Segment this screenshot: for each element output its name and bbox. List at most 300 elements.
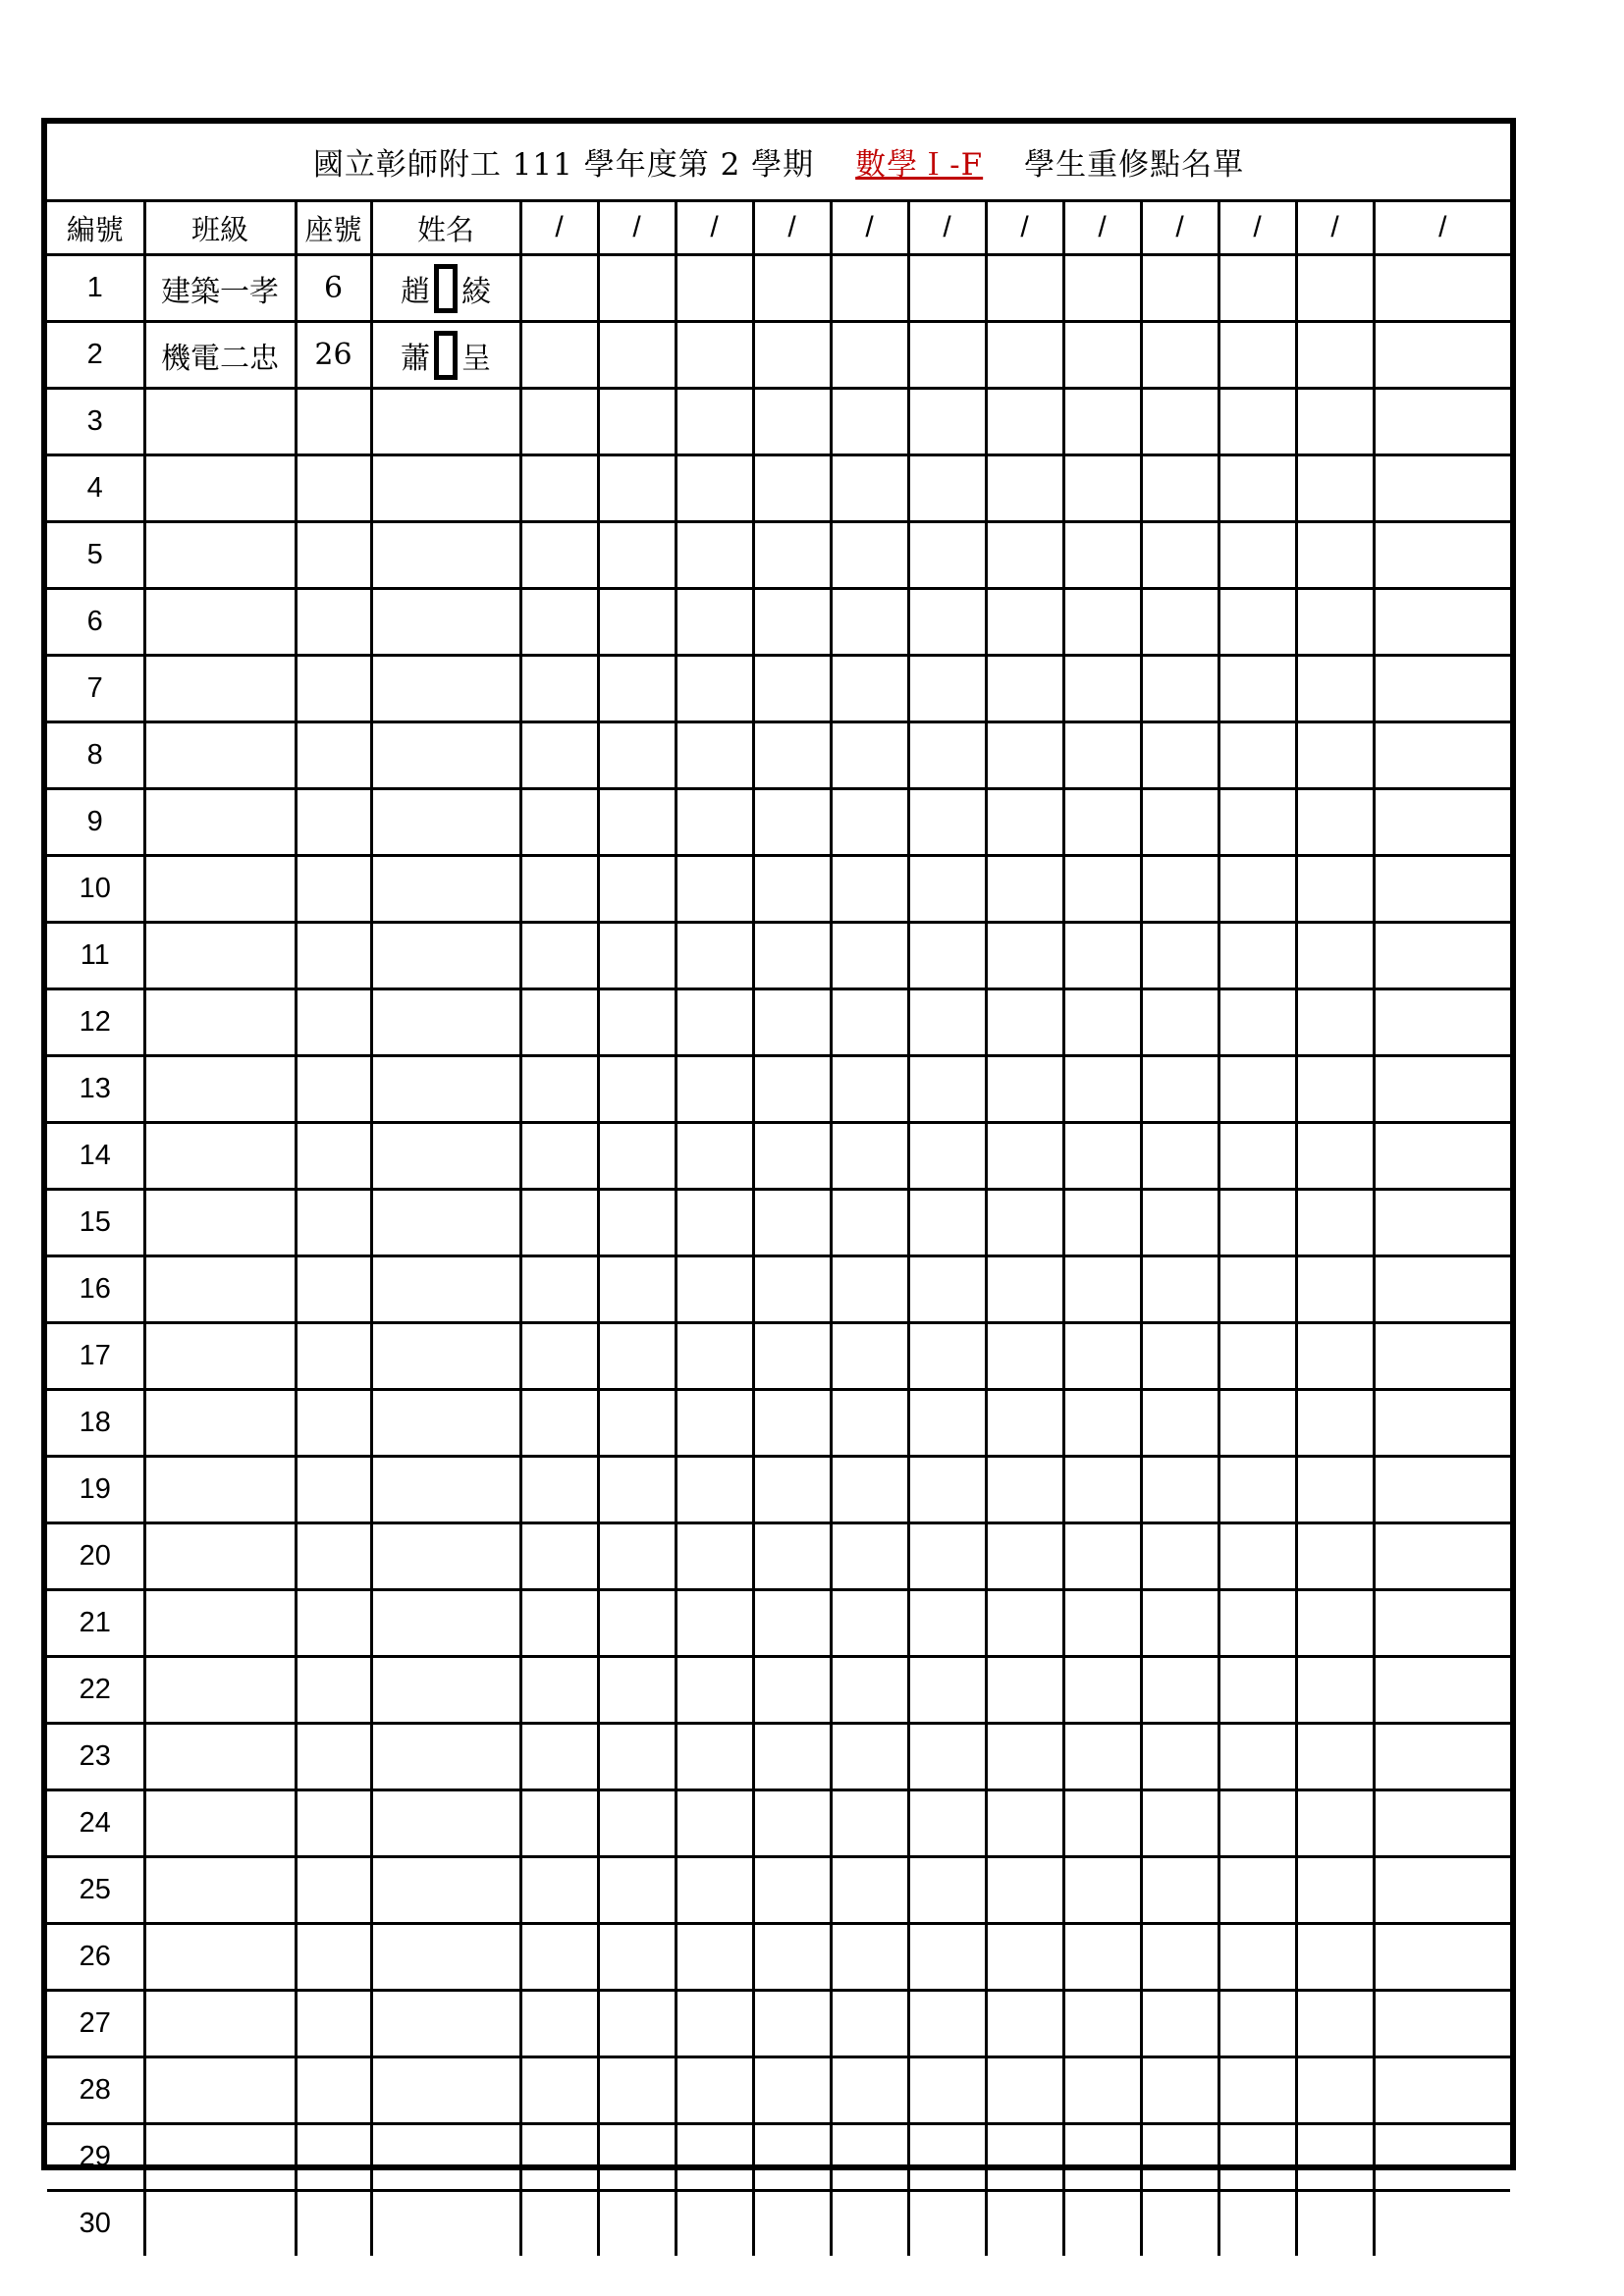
attendance-cell[interactable]: [1296, 1523, 1374, 1590]
attendance-cell[interactable]: [520, 1390, 598, 1457]
attendance-cell[interactable]: [1218, 2057, 1296, 2124]
attendance-cell[interactable]: [1063, 722, 1141, 789]
attendance-cell[interactable]: [831, 1056, 908, 1123]
attendance-cell[interactable]: [1218, 389, 1296, 455]
attendance-cell[interactable]: [831, 2057, 908, 2124]
attendance-cell[interactable]: [831, 1190, 908, 1256]
attendance-cell[interactable]: [831, 1790, 908, 1857]
attendance-cell[interactable]: [1218, 1190, 1296, 1256]
attendance-cell[interactable]: [986, 989, 1063, 1056]
attendance-cell[interactable]: [831, 856, 908, 923]
attendance-cell[interactable]: [753, 2124, 831, 2191]
attendance-cell[interactable]: [986, 1991, 1063, 2057]
attendance-cell[interactable]: [1374, 455, 1510, 522]
attendance-cell[interactable]: [1141, 2124, 1218, 2191]
attendance-cell[interactable]: [1063, 1123, 1141, 1190]
attendance-cell[interactable]: [908, 789, 986, 856]
attendance-cell[interactable]: [1063, 589, 1141, 656]
attendance-cell[interactable]: [1063, 1190, 1141, 1256]
attendance-cell[interactable]: [676, 322, 753, 389]
attendance-cell[interactable]: [1296, 322, 1374, 389]
attendance-cell[interactable]: [598, 1390, 676, 1457]
attendance-cell[interactable]: [676, 1123, 753, 1190]
attendance-cell[interactable]: [1063, 322, 1141, 389]
attendance-cell[interactable]: [1296, 455, 1374, 522]
attendance-cell[interactable]: [1296, 1657, 1374, 1724]
attendance-cell[interactable]: [1374, 1457, 1510, 1523]
attendance-cell[interactable]: [1296, 1256, 1374, 1323]
attendance-cell[interactable]: [908, 1790, 986, 1857]
attendance-cell[interactable]: [1063, 989, 1141, 1056]
attendance-cell[interactable]: [598, 1991, 676, 2057]
attendance-cell[interactable]: [1296, 589, 1374, 656]
attendance-cell[interactable]: [831, 1991, 908, 2057]
attendance-cell[interactable]: [908, 1323, 986, 1390]
attendance-cell[interactable]: [908, 1857, 986, 1924]
attendance-cell[interactable]: [1218, 1256, 1296, 1323]
attendance-cell[interactable]: [908, 2124, 986, 2191]
attendance-cell[interactable]: [1141, 1857, 1218, 1924]
attendance-cell[interactable]: [753, 1457, 831, 1523]
attendance-cell[interactable]: [753, 522, 831, 589]
attendance-cell[interactable]: [831, 1457, 908, 1523]
attendance-cell[interactable]: [1218, 1123, 1296, 1190]
attendance-cell[interactable]: [1296, 1457, 1374, 1523]
attendance-cell[interactable]: [598, 1590, 676, 1657]
attendance-cell[interactable]: [986, 923, 1063, 989]
attendance-cell[interactable]: [1374, 2124, 1510, 2191]
attendance-cell[interactable]: [753, 1123, 831, 1190]
attendance-cell[interactable]: [676, 1056, 753, 1123]
attendance-cell[interactable]: [1374, 589, 1510, 656]
attendance-cell[interactable]: [986, 1523, 1063, 1590]
attendance-cell[interactable]: [676, 589, 753, 656]
attendance-cell[interactable]: [520, 789, 598, 856]
attendance-cell[interactable]: [1141, 2191, 1218, 2257]
attendance-cell[interactable]: [753, 322, 831, 389]
attendance-cell[interactable]: [1141, 1323, 1218, 1390]
attendance-cell[interactable]: [908, 522, 986, 589]
attendance-cell[interactable]: [598, 255, 676, 322]
attendance-cell[interactable]: [520, 589, 598, 656]
attendance-cell[interactable]: [1374, 656, 1510, 722]
attendance-cell[interactable]: [598, 589, 676, 656]
attendance-cell[interactable]: [1296, 656, 1374, 722]
attendance-cell[interactable]: [1296, 1790, 1374, 1857]
attendance-cell[interactable]: [1374, 789, 1510, 856]
attendance-cell[interactable]: [1374, 1790, 1510, 1857]
attendance-cell[interactable]: [520, 1323, 598, 1390]
attendance-cell[interactable]: [676, 656, 753, 722]
attendance-cell[interactable]: [753, 656, 831, 722]
attendance-cell[interactable]: [831, 455, 908, 522]
attendance-cell[interactable]: [676, 722, 753, 789]
attendance-cell[interactable]: [1374, 1390, 1510, 1457]
attendance-cell[interactable]: [986, 389, 1063, 455]
attendance-cell[interactable]: [908, 1056, 986, 1123]
attendance-cell[interactable]: [520, 1924, 598, 1991]
attendance-cell[interactable]: [1296, 1323, 1374, 1390]
attendance-cell[interactable]: [1218, 1056, 1296, 1123]
attendance-cell[interactable]: [1374, 1991, 1510, 2057]
attendance-cell[interactable]: [986, 2191, 1063, 2257]
attendance-cell[interactable]: [831, 1857, 908, 1924]
attendance-cell[interactable]: [1063, 1323, 1141, 1390]
attendance-cell[interactable]: [520, 656, 598, 722]
attendance-cell[interactable]: [753, 1657, 831, 1724]
attendance-cell[interactable]: [1141, 1523, 1218, 1590]
attendance-cell[interactable]: [1374, 856, 1510, 923]
attendance-cell[interactable]: [1063, 856, 1141, 923]
attendance-cell[interactable]: [1218, 1991, 1296, 2057]
attendance-cell[interactable]: [1218, 722, 1296, 789]
attendance-cell[interactable]: [753, 1323, 831, 1390]
attendance-cell[interactable]: [520, 856, 598, 923]
attendance-cell[interactable]: [1218, 789, 1296, 856]
attendance-cell[interactable]: [598, 1056, 676, 1123]
attendance-cell[interactable]: [1296, 1190, 1374, 1256]
attendance-cell[interactable]: [1218, 989, 1296, 1056]
attendance-cell[interactable]: [986, 789, 1063, 856]
attendance-cell[interactable]: [1063, 1256, 1141, 1323]
attendance-cell[interactable]: [1218, 322, 1296, 389]
attendance-cell[interactable]: [908, 656, 986, 722]
attendance-cell[interactable]: [1063, 1790, 1141, 1857]
attendance-cell[interactable]: [1141, 789, 1218, 856]
attendance-cell[interactable]: [1063, 1857, 1141, 1924]
attendance-cell[interactable]: [1374, 1590, 1510, 1657]
attendance-cell[interactable]: [1218, 923, 1296, 989]
attendance-cell[interactable]: [1374, 1256, 1510, 1323]
attendance-cell[interactable]: [986, 1590, 1063, 1657]
attendance-cell[interactable]: [908, 1457, 986, 1523]
attendance-cell[interactable]: [598, 1256, 676, 1323]
attendance-cell[interactable]: [1218, 455, 1296, 522]
attendance-cell[interactable]: [1374, 923, 1510, 989]
attendance-cell[interactable]: [1218, 1790, 1296, 1857]
attendance-cell[interactable]: [908, 1256, 986, 1323]
attendance-cell[interactable]: [986, 522, 1063, 589]
attendance-cell[interactable]: [753, 923, 831, 989]
attendance-cell[interactable]: [908, 255, 986, 322]
attendance-cell[interactable]: [908, 856, 986, 923]
attendance-cell[interactable]: [986, 856, 1063, 923]
attendance-cell[interactable]: [676, 1457, 753, 1523]
attendance-cell[interactable]: [753, 1056, 831, 1123]
attendance-cell[interactable]: [1218, 856, 1296, 923]
attendance-cell[interactable]: [986, 1190, 1063, 1256]
attendance-cell[interactable]: [676, 1523, 753, 1590]
attendance-cell[interactable]: [753, 1991, 831, 2057]
attendance-cell[interactable]: [1063, 1724, 1141, 1790]
attendance-cell[interactable]: [753, 589, 831, 656]
attendance-cell[interactable]: [831, 656, 908, 722]
attendance-cell[interactable]: [908, 389, 986, 455]
attendance-cell[interactable]: [1218, 1724, 1296, 1790]
attendance-cell[interactable]: [598, 923, 676, 989]
attendance-cell[interactable]: [831, 2191, 908, 2257]
attendance-cell[interactable]: [986, 1323, 1063, 1390]
attendance-cell[interactable]: [831, 722, 908, 789]
attendance-cell[interactable]: [908, 1123, 986, 1190]
attendance-cell[interactable]: [598, 2057, 676, 2124]
attendance-cell[interactable]: [676, 1924, 753, 1991]
attendance-cell[interactable]: [986, 255, 1063, 322]
attendance-cell[interactable]: [676, 1390, 753, 1457]
attendance-cell[interactable]: [908, 2057, 986, 2124]
attendance-cell[interactable]: [831, 2124, 908, 2191]
attendance-cell[interactable]: [831, 389, 908, 455]
attendance-cell[interactable]: [831, 1123, 908, 1190]
attendance-cell[interactable]: [1296, 1724, 1374, 1790]
attendance-cell[interactable]: [1063, 923, 1141, 989]
attendance-cell[interactable]: [676, 1190, 753, 1256]
attendance-cell[interactable]: [520, 1056, 598, 1123]
attendance-cell[interactable]: [831, 1657, 908, 1724]
attendance-cell[interactable]: [520, 322, 598, 389]
attendance-cell[interactable]: [753, 1724, 831, 1790]
attendance-cell[interactable]: [1063, 1523, 1141, 1590]
attendance-cell[interactable]: [520, 389, 598, 455]
attendance-cell[interactable]: [676, 1857, 753, 1924]
attendance-cell[interactable]: [1374, 322, 1510, 389]
attendance-cell[interactable]: [598, 1457, 676, 1523]
attendance-cell[interactable]: [1063, 455, 1141, 522]
attendance-cell[interactable]: [1141, 455, 1218, 522]
attendance-cell[interactable]: [908, 1590, 986, 1657]
attendance-cell[interactable]: [1141, 1390, 1218, 1457]
attendance-cell[interactable]: [676, 1790, 753, 1857]
attendance-cell[interactable]: [598, 522, 676, 589]
attendance-cell[interactable]: [520, 2057, 598, 2124]
attendance-cell[interactable]: [1296, 255, 1374, 322]
attendance-cell[interactable]: [1141, 856, 1218, 923]
attendance-cell[interactable]: [1296, 1390, 1374, 1457]
attendance-cell[interactable]: [831, 1924, 908, 1991]
attendance-cell[interactable]: [1374, 2191, 1510, 2257]
attendance-cell[interactable]: [908, 589, 986, 656]
attendance-cell[interactable]: [753, 1256, 831, 1323]
attendance-cell[interactable]: [1141, 1924, 1218, 1991]
attendance-cell[interactable]: [1296, 1056, 1374, 1123]
attendance-cell[interactable]: [1374, 1523, 1510, 1590]
attendance-cell[interactable]: [520, 1590, 598, 1657]
attendance-cell[interactable]: [520, 1190, 598, 1256]
attendance-cell[interactable]: [1374, 1190, 1510, 1256]
attendance-cell[interactable]: [908, 1523, 986, 1590]
attendance-cell[interactable]: [1218, 1523, 1296, 1590]
attendance-cell[interactable]: [676, 1657, 753, 1724]
attendance-cell[interactable]: [520, 1857, 598, 1924]
attendance-cell[interactable]: [598, 1924, 676, 1991]
attendance-cell[interactable]: [598, 1123, 676, 1190]
attendance-cell[interactable]: [520, 722, 598, 789]
attendance-cell[interactable]: [520, 2124, 598, 2191]
attendance-cell[interactable]: [676, 789, 753, 856]
attendance-cell[interactable]: [986, 1657, 1063, 1724]
attendance-cell[interactable]: [1296, 2057, 1374, 2124]
attendance-cell[interactable]: [598, 989, 676, 1056]
attendance-cell[interactable]: [676, 856, 753, 923]
attendance-cell[interactable]: [753, 389, 831, 455]
attendance-cell[interactable]: [676, 1590, 753, 1657]
attendance-cell[interactable]: [520, 255, 598, 322]
attendance-cell[interactable]: [986, 1724, 1063, 1790]
attendance-cell[interactable]: [1141, 389, 1218, 455]
attendance-cell[interactable]: [986, 1457, 1063, 1523]
attendance-cell[interactable]: [908, 1657, 986, 1724]
attendance-cell[interactable]: [676, 1323, 753, 1390]
attendance-cell[interactable]: [1141, 989, 1218, 1056]
attendance-cell[interactable]: [1063, 2057, 1141, 2124]
attendance-cell[interactable]: [676, 2057, 753, 2124]
attendance-cell[interactable]: [1296, 789, 1374, 856]
attendance-cell[interactable]: [1141, 2057, 1218, 2124]
attendance-cell[interactable]: [1374, 989, 1510, 1056]
attendance-cell[interactable]: [831, 789, 908, 856]
attendance-cell[interactable]: [598, 789, 676, 856]
attendance-cell[interactable]: [1218, 1457, 1296, 1523]
attendance-cell[interactable]: [1218, 589, 1296, 656]
attendance-cell[interactable]: [1374, 1123, 1510, 1190]
attendance-cell[interactable]: [598, 2191, 676, 2257]
attendance-cell[interactable]: [598, 1323, 676, 1390]
attendance-cell[interactable]: [1141, 923, 1218, 989]
attendance-cell[interactable]: [1063, 1924, 1141, 1991]
attendance-cell[interactable]: [831, 1523, 908, 1590]
attendance-cell[interactable]: [1141, 1790, 1218, 1857]
attendance-cell[interactable]: [831, 1323, 908, 1390]
attendance-cell[interactable]: [598, 1190, 676, 1256]
attendance-cell[interactable]: [1374, 1056, 1510, 1123]
attendance-cell[interactable]: [1218, 2191, 1296, 2257]
attendance-cell[interactable]: [520, 522, 598, 589]
attendance-cell[interactable]: [1374, 522, 1510, 589]
attendance-cell[interactable]: [1063, 522, 1141, 589]
attendance-cell[interactable]: [1063, 1657, 1141, 1724]
attendance-cell[interactable]: [986, 1056, 1063, 1123]
attendance-cell[interactable]: [986, 1123, 1063, 1190]
attendance-cell[interactable]: [520, 2191, 598, 2257]
attendance-cell[interactable]: [1063, 656, 1141, 722]
attendance-cell[interactable]: [753, 2191, 831, 2257]
attendance-cell[interactable]: [1063, 389, 1141, 455]
attendance-cell[interactable]: [908, 1924, 986, 1991]
attendance-cell[interactable]: [1374, 1857, 1510, 1924]
attendance-cell[interactable]: [676, 989, 753, 1056]
attendance-cell[interactable]: [753, 1523, 831, 1590]
attendance-cell[interactable]: [676, 455, 753, 522]
attendance-cell[interactable]: [908, 1390, 986, 1457]
attendance-cell[interactable]: [1063, 2124, 1141, 2191]
attendance-cell[interactable]: [831, 589, 908, 656]
attendance-cell[interactable]: [1218, 1323, 1296, 1390]
attendance-cell[interactable]: [753, 455, 831, 522]
attendance-cell[interactable]: [831, 255, 908, 322]
attendance-cell[interactable]: [1218, 255, 1296, 322]
attendance-cell[interactable]: [1374, 1323, 1510, 1390]
attendance-cell[interactable]: [986, 455, 1063, 522]
attendance-cell[interactable]: [1218, 656, 1296, 722]
attendance-cell[interactable]: [908, 455, 986, 522]
attendance-cell[interactable]: [598, 856, 676, 923]
attendance-cell[interactable]: [1296, 722, 1374, 789]
attendance-cell[interactable]: [986, 1857, 1063, 1924]
attendance-cell[interactable]: [1141, 1991, 1218, 2057]
attendance-cell[interactable]: [753, 789, 831, 856]
attendance-cell[interactable]: [1141, 1056, 1218, 1123]
attendance-cell[interactable]: [1141, 656, 1218, 722]
attendance-cell[interactable]: [598, 656, 676, 722]
attendance-cell[interactable]: [1141, 1457, 1218, 1523]
attendance-cell[interactable]: [520, 1724, 598, 1790]
attendance-cell[interactable]: [831, 923, 908, 989]
attendance-cell[interactable]: [986, 722, 1063, 789]
attendance-cell[interactable]: [1141, 1256, 1218, 1323]
attendance-cell[interactable]: [908, 1991, 986, 2057]
attendance-cell[interactable]: [831, 522, 908, 589]
attendance-cell[interactable]: [1374, 1924, 1510, 1991]
attendance-cell[interactable]: [676, 255, 753, 322]
attendance-cell[interactable]: [908, 989, 986, 1056]
attendance-cell[interactable]: [1063, 1390, 1141, 1457]
attendance-cell[interactable]: [831, 1256, 908, 1323]
attendance-cell[interactable]: [676, 1991, 753, 2057]
attendance-cell[interactable]: [753, 1590, 831, 1657]
attendance-cell[interactable]: [1218, 1390, 1296, 1457]
attendance-cell[interactable]: [753, 255, 831, 322]
attendance-cell[interactable]: [1141, 1724, 1218, 1790]
attendance-cell[interactable]: [908, 322, 986, 389]
attendance-cell[interactable]: [908, 923, 986, 989]
attendance-cell[interactable]: [676, 2124, 753, 2191]
attendance-cell[interactable]: [520, 1523, 598, 1590]
attendance-cell[interactable]: [676, 522, 753, 589]
attendance-cell[interactable]: [1296, 1123, 1374, 1190]
attendance-cell[interactable]: [676, 923, 753, 989]
attendance-cell[interactable]: [676, 389, 753, 455]
attendance-cell[interactable]: [1296, 1924, 1374, 1991]
attendance-cell[interactable]: [598, 322, 676, 389]
attendance-cell[interactable]: [986, 1256, 1063, 1323]
attendance-cell[interactable]: [986, 2124, 1063, 2191]
attendance-cell[interactable]: [1063, 2191, 1141, 2257]
attendance-cell[interactable]: [908, 2191, 986, 2257]
attendance-cell[interactable]: [986, 1390, 1063, 1457]
attendance-cell[interactable]: [986, 656, 1063, 722]
attendance-cell[interactable]: [598, 2124, 676, 2191]
attendance-cell[interactable]: [1296, 1857, 1374, 1924]
attendance-cell[interactable]: [1374, 2057, 1510, 2124]
attendance-cell[interactable]: [753, 1857, 831, 1924]
attendance-cell[interactable]: [676, 1256, 753, 1323]
attendance-cell[interactable]: [1296, 856, 1374, 923]
attendance-cell[interactable]: [753, 989, 831, 1056]
attendance-cell[interactable]: [1218, 1857, 1296, 1924]
attendance-cell[interactable]: [1296, 2191, 1374, 2257]
attendance-cell[interactable]: [1374, 255, 1510, 322]
attendance-cell[interactable]: [1141, 722, 1218, 789]
attendance-cell[interactable]: [1296, 923, 1374, 989]
attendance-cell[interactable]: [908, 1724, 986, 1790]
attendance-cell[interactable]: [1218, 1657, 1296, 1724]
attendance-cell[interactable]: [1141, 522, 1218, 589]
attendance-cell[interactable]: [753, 1190, 831, 1256]
attendance-cell[interactable]: [1218, 2124, 1296, 2191]
attendance-cell[interactable]: [753, 856, 831, 923]
attendance-cell[interactable]: [1218, 1924, 1296, 1991]
attendance-cell[interactable]: [1063, 789, 1141, 856]
